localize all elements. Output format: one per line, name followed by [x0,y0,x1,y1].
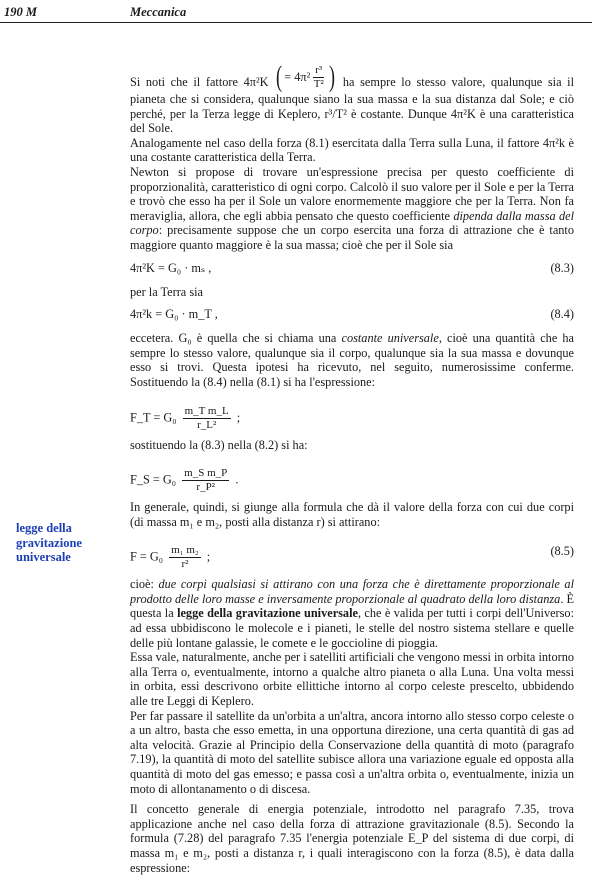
margin-note [16,521,116,565]
page-number: 190 M [4,5,37,19]
equation-8-4: 4π²k = G₀ · m_T , (8.4) [130,307,574,322]
section-title: Meccanica [130,5,187,19]
main-text [130,62,574,875]
inline-equation: ( = 4π² $\frac{\text{r³}}{\text{T²}}$ ) [276,60,336,93]
header-rule [0,22,592,23]
paragraph-3: Newton si propose di trovare un'espressione precisa per questo coefficiente di proporzionalità, caratteristico di ogni corpo. Calcolò il suo valore per il Sole e per la Terra e trovò che esso ha per il Sole un valore enormemente maggiore che per la Terra. Non fa meraviglia, allora, che egli abbia pensato che questo coefficiente dipenda dalla massa del corpo: precisamente suppose che un corpo esercita una forza di attrazione che è tanto maggiore quanto maggiore è la sua massa; cioè che per il Sole sia [130,164,574,252]
margin-note-line: universale [16,550,71,564]
equation-fs: F_S = G₀ $\frac{\text{m\_S m\_P}}{\text{r\_P²}}$ . [130,467,239,494]
margin-note-line: gravitazione [16,535,82,550]
equation-8-3: 4π²K = G₀ · mₛ , (8.3) [130,260,574,275]
paragraph-7: In generale, quindi, si giunge alla formula che dà il valore della forza con cui due corpi (di massa m₁ e m₂, posti alla distanza r) si attirano: [130,500,574,529]
paragraph-6: sostituendo la (8.3) nella (8.2) si ha: [130,437,308,452]
paragraph-2: Analogamente nel caso della forza (8.1) esercitata dalla Terra sulla Luna, il fattore 4π²k è una costante caratteristica della Terra. [130,135,574,165]
page-header [0,5,594,27]
margin-note-line: legge della [16,521,72,535]
paragraph-5: eccetera. G₀ è quella che si chiama una costante universale, cioè una quantità che ha sempre lo stesso valore, qualunque sia il corpo, qualunque sia la sua massa e dovunque esso si trovi. Questa ipotesi ha ricevuto, nel seguito, numerosissime conferme. Sostituendo la (8.4) nella (8.1) si ha l'espressione: [130,331,574,389]
equation-ft: F_T = G₀ $\frac{\text{m\_T m\_L}}{\text{r\_L²}}$ ; [130,404,241,431]
paragraph-10: Per far passare il satellite da un'orbita a un'altra, ancora intorno allo stesso corpo celeste o a un altro, basta che esso emetta, in una opportuna direzione, una certa quantità di gas ad alta velocità. Grazie al Principio della Conservazione della quantità di moto (paragrafo 7.19), la quantità di moto del satellite subisce allora una variazione eguale ed opposta alla quantità di moto del gas emesso; e passa così a un'altra orbita o, eventualmente, inizia un moto di allontanamento o di discesa. [130,708,574,796]
paragraph-11: Il concetto generale di energia potenziale, introdotto nel paragrafo 7.35, trova applicazione anche nel caso della forza di attrazione gravitazionale (8.5). Secondo la formula (7.28) del paragrafo 7.35 l'energia potenziale E_P del sistema di due corpi, di massa m₁ e m₂, posti a distanza r, i quali interagiscono con la forza (8.5), è data dalla espressione: [130,802,574,875]
equation-8-5: F = G₀ $\frac{\text{m₁ m₂}}{\text{r²}}$ ; (8.5) [130,544,574,571]
paragraph-9: Essa vale, naturalmente, anche per i satelliti artificiali che vengono messi in orbita intorno alla Terra o, eventualmente, intorno a qualche altro pianeta o alla Luna. Una volta messi in orbita, essi descrivono orbite ellittiche intorno al corpo celeste prescelto, ubbidendo alle tre Leggi di Keplero. [130,650,574,709]
paragraph-1: Si noti che il fattore 4π²K ( = 4π² $\frac{\text{r³}}{\text{T²}}$ ) ha sempre lo stesso valore, qualunque sia il pianeta che si considera, qualunque siano la sua massa e la sua distanza dal Sole; e ciò perché, per la Terza legge di Keplero, r³/T² è costante. Dunque 4π²K è una caratteristica del Sole. [130,60,575,136]
paragraph-8: cioè: due corpi qualsiasi si attirano con una forza che è direttamente proporzionale al prodotto delle loro masse e inversamente proporzionale al quadrato della loro distanza. È questa la legge della gravitazione universale, che è valida per tutti i corpi dell'Universo: ad essa ubbidiscono le molecole e i pianeti, le stelle del nostro sistema stellare e quelle delle più lontane galassie, le comete e le goccioline di pioggia. [130,577,575,650]
paragraph-4: per la Terra sia [130,284,203,299]
